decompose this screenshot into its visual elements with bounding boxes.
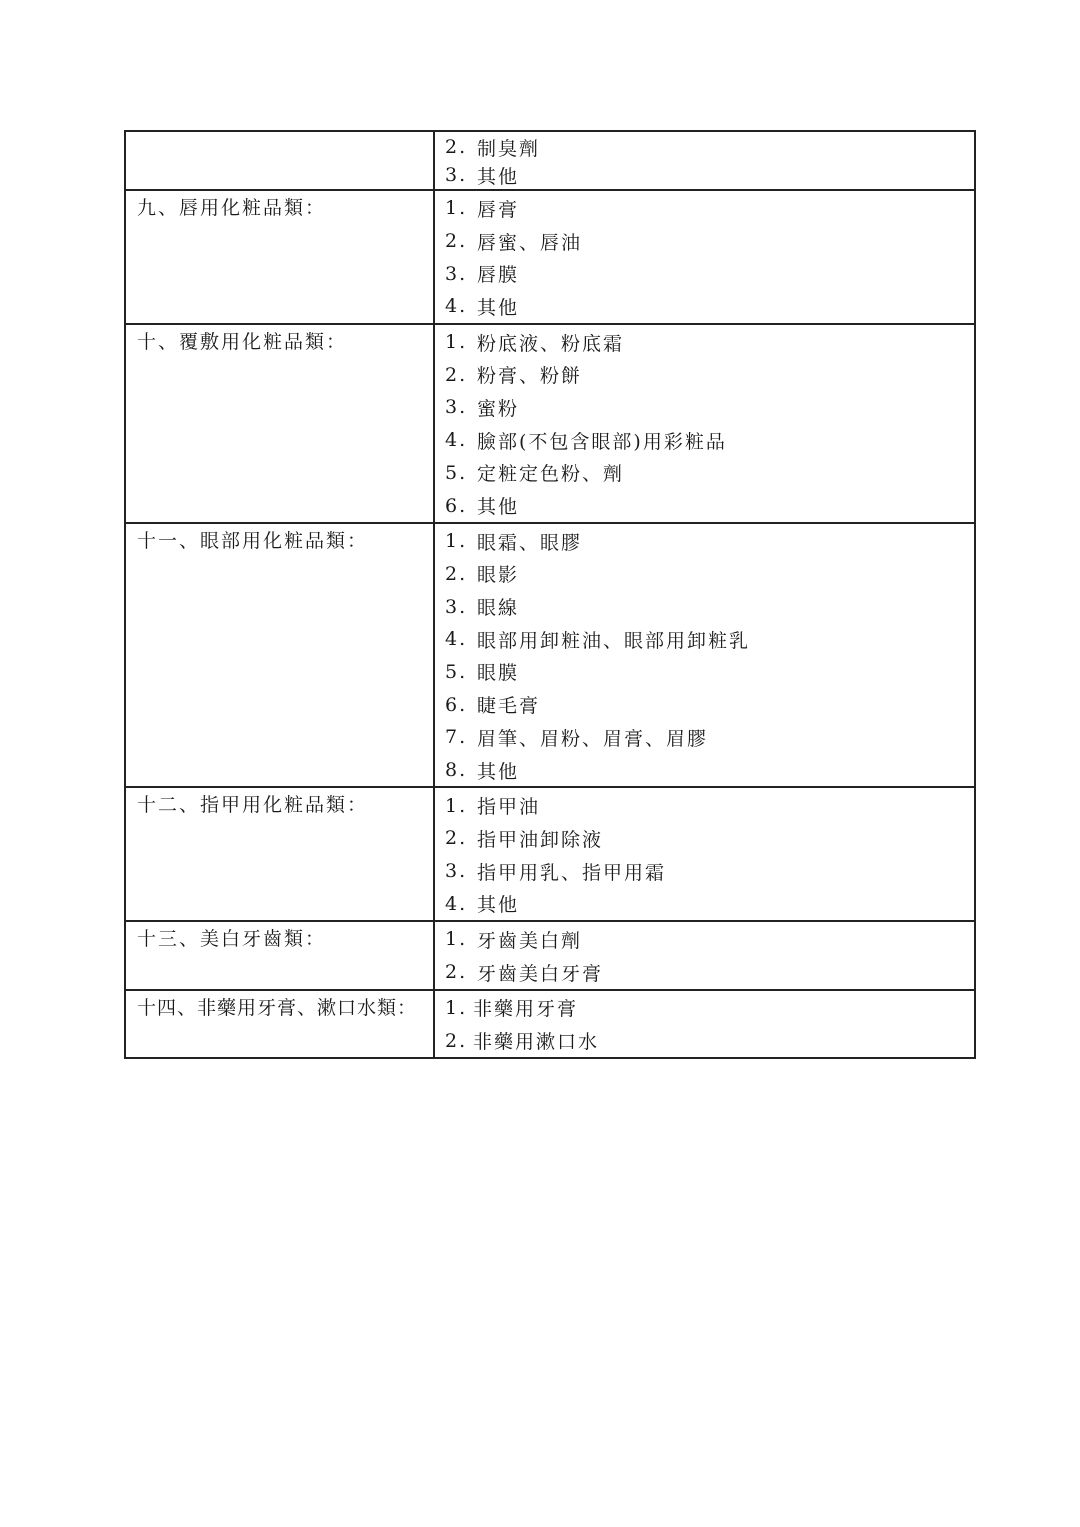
item-number: 1. <box>445 996 468 1019</box>
item-text: 眼線 <box>477 597 520 620</box>
list-item <box>435 656 974 689</box>
item-number: 2. <box>445 363 468 386</box>
list-item <box>435 721 974 754</box>
item-number: 3. <box>445 595 468 618</box>
list-item <box>435 225 974 258</box>
item-text: 唇膜 <box>477 264 520 287</box>
item-number: 1. <box>445 928 468 951</box>
item-list <box>435 922 974 988</box>
item-list <box>435 325 974 522</box>
table-row <box>125 131 975 190</box>
item-text: 眼部用卸粧油、眼部用卸粧乳 <box>477 629 751 652</box>
items-cell <box>434 787 975 921</box>
category-label: 十四、非藥用牙膏、漱口水類： <box>137 996 418 1019</box>
item-text: 睫毛膏 <box>477 695 541 718</box>
item-list <box>435 191 974 323</box>
list-item <box>435 887 974 920</box>
item-number: 1. <box>445 197 468 220</box>
item-number: 2. <box>445 827 468 850</box>
item-text: 非藥用漱口水 <box>473 1031 600 1054</box>
list-item <box>435 161 974 189</box>
item-text: 唇蜜、唇油 <box>477 231 583 254</box>
item-number: 3. <box>445 262 468 285</box>
category-label: 十二、指甲用化粧品類： <box>137 794 369 817</box>
item-number: 5. <box>445 660 468 683</box>
item-text: 其他 <box>477 165 520 188</box>
list-item <box>435 1024 974 1057</box>
item-number: 4. <box>445 295 468 318</box>
item-number: 4. <box>445 429 468 452</box>
item-number: 2. <box>445 562 468 585</box>
item-text: 制臭劑 <box>477 137 541 160</box>
list-item <box>435 923 974 956</box>
table-row <box>125 787 975 921</box>
item-text: 定粧定色粉、劑 <box>477 463 625 486</box>
category-cell <box>125 190 434 324</box>
item-number: 2. <box>445 230 468 253</box>
item-number: 3. <box>445 396 468 419</box>
item-number: 7. <box>445 726 468 749</box>
table-row <box>125 921 975 989</box>
item-number: 2. <box>445 136 468 158</box>
item-text: 其他 <box>477 894 520 917</box>
item-list <box>435 132 974 189</box>
items-cell <box>434 131 975 190</box>
item-text: 牙齒美白劑 <box>477 929 583 952</box>
item-text: 其他 <box>477 760 520 783</box>
item-list <box>435 788 974 920</box>
table-row <box>125 190 975 324</box>
list-item <box>435 822 974 855</box>
list-item <box>435 457 974 490</box>
list-item <box>435 590 974 623</box>
item-number: 1. <box>445 331 468 354</box>
table-row <box>125 523 975 788</box>
items-cell <box>434 523 975 788</box>
list-item <box>435 257 974 290</box>
item-number: 1. <box>445 530 468 553</box>
item-text: 眉筆、眉粉、眉膏、眉膠 <box>477 727 709 750</box>
list-item <box>435 992 974 1025</box>
item-text: 指甲用乳、指甲用霜 <box>477 861 667 884</box>
item-text: 其他 <box>477 496 520 519</box>
table-row <box>125 324 975 523</box>
item-text: 指甲油 <box>477 796 541 819</box>
items-cell <box>434 190 975 324</box>
items-cell <box>434 990 975 1058</box>
item-text: 蜜粉 <box>477 397 520 420</box>
category-cell <box>125 131 434 190</box>
list-item <box>435 358 974 391</box>
item-number: 4. <box>445 892 468 915</box>
category-label: 十一、眼部用化粧品類： <box>137 529 369 552</box>
item-number: 3. <box>445 860 468 883</box>
item-text: 牙齒美白牙膏 <box>477 962 604 985</box>
item-number: 6. <box>445 693 468 716</box>
table-row <box>125 990 975 1058</box>
item-text: 眼膜 <box>477 662 520 685</box>
item-list <box>435 524 974 787</box>
list-item <box>435 525 974 558</box>
item-number: 5. <box>445 461 468 484</box>
list-item <box>435 754 974 787</box>
list-item <box>435 133 974 161</box>
item-text: 唇膏 <box>477 198 520 221</box>
list-item <box>435 391 974 424</box>
item-number: 3. <box>445 164 468 186</box>
items-cell <box>434 921 975 989</box>
item-number: 1. <box>445 794 468 817</box>
list-item <box>435 855 974 888</box>
category-label: 九、唇用化粧品類： <box>137 197 327 219</box>
item-number: 4. <box>445 628 468 651</box>
list-item <box>435 789 974 822</box>
item-text: 非藥用牙膏 <box>473 998 579 1021</box>
list-item <box>435 623 974 656</box>
item-number: 2. <box>445 961 468 984</box>
category-label <box>126 132 433 138</box>
item-list <box>435 991 974 1057</box>
list-item <box>435 688 974 721</box>
list-item <box>435 192 974 225</box>
list-item <box>435 424 974 457</box>
items-cell <box>434 324 975 523</box>
list-item <box>435 956 974 989</box>
list-item <box>435 489 974 522</box>
list-item <box>435 290 974 323</box>
list-item <box>435 558 974 591</box>
category-cell <box>125 324 434 523</box>
category-cell <box>125 787 434 921</box>
category-cell <box>125 523 434 788</box>
list-item <box>435 326 974 359</box>
item-text: 指甲油卸除液 <box>477 828 604 851</box>
category-cell <box>125 921 434 989</box>
item-number: 2. <box>445 1029 468 1052</box>
item-text: 眼影 <box>477 564 520 587</box>
category-label: 十、覆敷用化粧品類： <box>137 330 348 353</box>
item-text: 粉膏、粉餅 <box>477 365 583 388</box>
item-text: 臉部(不包含眼部)用彩粧品 <box>477 430 727 453</box>
item-number: 8. <box>445 759 468 782</box>
item-text: 其他 <box>477 296 520 319</box>
item-text: 粉底液、粉底霜 <box>477 332 625 355</box>
category-cell <box>125 990 434 1058</box>
item-number: 6. <box>445 494 468 517</box>
cosmetics-category-table <box>124 130 976 1059</box>
item-text: 眼霜、眼膠 <box>477 531 583 554</box>
category-label: 十三、美白牙齒類： <box>137 928 327 951</box>
